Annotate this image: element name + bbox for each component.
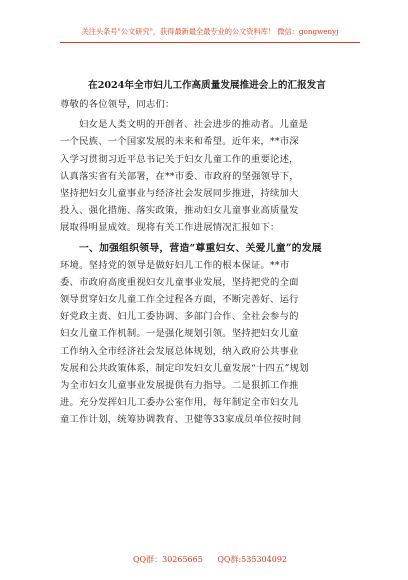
intro-paragraph <box>60 116 352 236</box>
text-line: 入学习贯彻习近平总书记关于妇女儿童工作的重要论述， <box>60 153 299 165</box>
text-line: 领导贯穿妇女儿童工作全过程各方面，不断完善好、运行 <box>60 294 299 306</box>
text-line: 妇女儿童工作机制。一是强化规划引领。坚持把妇女儿童 <box>60 328 299 340</box>
document-body <box>60 96 352 429</box>
footer-contacts <box>60 554 360 565</box>
text-line: 委、市政府高度重视妇女儿童事业发展，坚持把党的全面 <box>60 276 299 288</box>
text-line: 环境。坚持党的领导是做好妇儿工作的根本保证。**市 <box>60 259 290 271</box>
text-line: 展取得明显成效。现将有关工作进展情况汇报如下： <box>60 222 280 234</box>
text-line: 妇女是人类文明的开创者、社会进步的推动者。儿童是 <box>79 119 309 131</box>
qq-group-2: QQ群:535304092 <box>217 555 287 564</box>
text-line: 认真落实省有关部署，在**市委、市政府的坚强领导下， <box>60 170 299 182</box>
text-line: 一、加强组织领导，营造“尊重妇女、关爱儿童”的发展 <box>79 242 322 254</box>
text-line: 一个民族、一个国家发展的未来和希望。近年来，**市深 <box>60 136 299 148</box>
document-title: 在2024年全市妇儿工作高质量发展推进会上的汇报发言 <box>88 80 326 91</box>
promo-header: 关注头条号"公文研究"，获得最新最全最专业的公文资料库！ 微信：gongwenyj <box>81 27 339 36</box>
header-divider <box>60 42 360 43</box>
qq-group-1: QQ群：30265665 <box>132 555 203 564</box>
salutation: 尊敬的各位领导，同志们： <box>60 99 175 110</box>
text-line: 发展和公共政策体系，制定印发妇女儿童发展“十四五”规划 <box>60 362 309 374</box>
text-line: 投入、强化措施、落实政策，推动妇女儿童事业高质量发 <box>60 205 299 217</box>
text-line: 坚持把妇女儿童事业与经济社会发展同步推进，持续加大 <box>60 187 299 199</box>
text-line: 好党政主责、妇儿工委协调、多部门合作、全社会参与的 <box>60 311 299 323</box>
text-line: 为全市妇女儿童事业发展提供有力指导。二是狠抓工作推 <box>60 380 299 391</box>
text-line: 童工作计划，统筹协调教育、卫健等33家成员单位按时间 <box>60 414 302 426</box>
text-line: 进。充分发挥妇儿工委办公室作用，每年制定全市妇女儿 <box>60 397 299 409</box>
text-line: 工作纳入全市经济社会发展总体规划，纳入政府公共事业 <box>60 345 299 357</box>
section-1 <box>60 240 352 429</box>
